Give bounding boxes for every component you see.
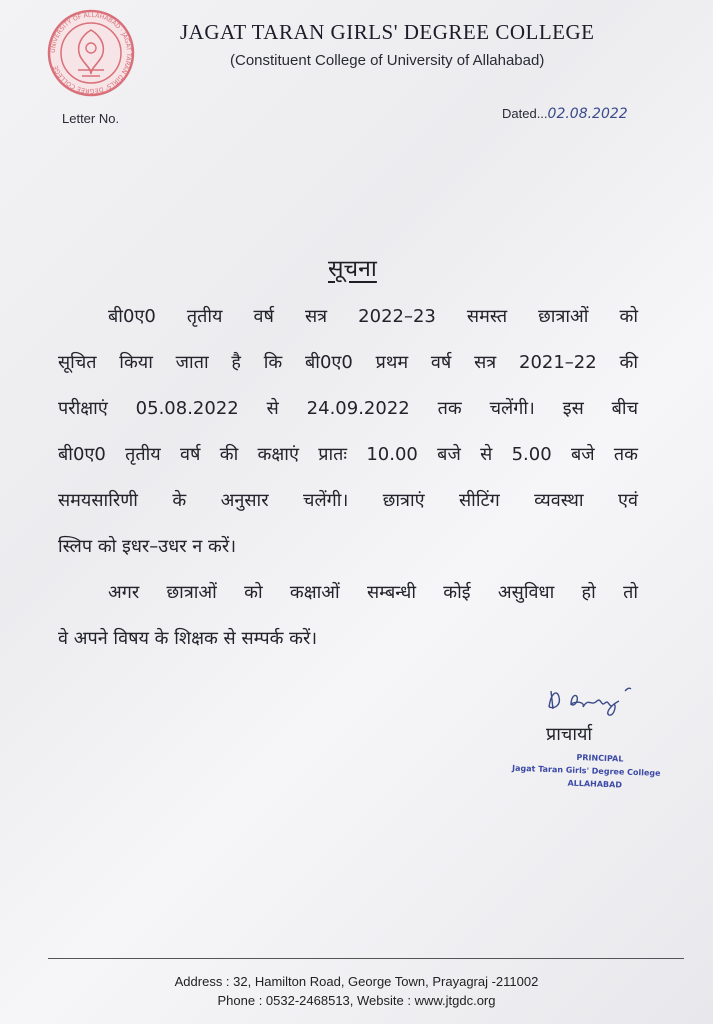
stamp-line: ALLAHABAD — [567, 778, 623, 790]
principal-signature — [545, 683, 645, 719]
notice-line: अगर छात्राओं को कक्षाओं सम्बन्धी कोई असुविधा हो तो — [108, 582, 638, 603]
notice-line: परीक्षाएं 05.08.2022 से 24.09.2022 तक चलेंगी। इस बीच — [58, 398, 638, 419]
notice-paragraph-1 — [58, 294, 638, 570]
stamp-line: PRINCIPAL — [576, 752, 624, 764]
footer-address: Address : 32, Hamilton Road, George Town, Prayagraj -211002 — [174, 974, 539, 989]
principal-stamp — [511, 749, 702, 795]
notice-line: स्लिप को इधर–उधर न करें। — [58, 536, 237, 557]
college-seal-logo — [46, 8, 136, 98]
stamp-line: Jagat Taran Girls' Degree College — [511, 763, 661, 778]
notice-line: समयसारिणी के अनुसार चलेंगी। छात्राएं सीटिंग व्यवस्था एवं — [58, 490, 638, 511]
notice-line: बी0ए0 तृतीय वर्ष की कक्षाएं प्रातः 10.00 बजे से 5.00 बजे तक — [58, 444, 638, 465]
footer-contact: Phone : 0532-2468513, Website : www.jtgdc.org — [217, 993, 496, 1008]
notice-line: बी0ए0 तृतीय वर्ष सत्र 2022–23 समस्त छात्राओं को — [108, 306, 638, 327]
principal-designation: प्राचार्या — [546, 724, 593, 745]
footer — [0, 972, 713, 1010]
seal-text: UNIVERSITY OF ALLAHABAD · JAGAT TARAN GIRLS' DEGREE COLLEGE — [49, 11, 133, 95]
notice-line: सूचित किया जाता है कि बी0ए0 प्रथम वर्ष सत्र 2021–22 की — [58, 352, 638, 373]
letter-no-label: Letter No. — [62, 111, 120, 126]
notice-paragraph-2 — [58, 570, 638, 662]
footer-divider — [48, 958, 684, 959]
dated-line — [502, 106, 628, 122]
dated-label: Dated... — [502, 106, 548, 121]
handwritten-date: 02.08.2022 — [547, 106, 628, 122]
college-name: JAGAT TARAN GIRLS' DEGREE COLLEGE — [180, 20, 595, 44]
notice-title: सूचना — [328, 256, 377, 282]
college-affiliation: (Constituent College of University of Allahabad) — [230, 52, 545, 69]
notice-line: वे अपने विषय के शिक्षक से सम्पर्क करें। — [58, 628, 318, 649]
